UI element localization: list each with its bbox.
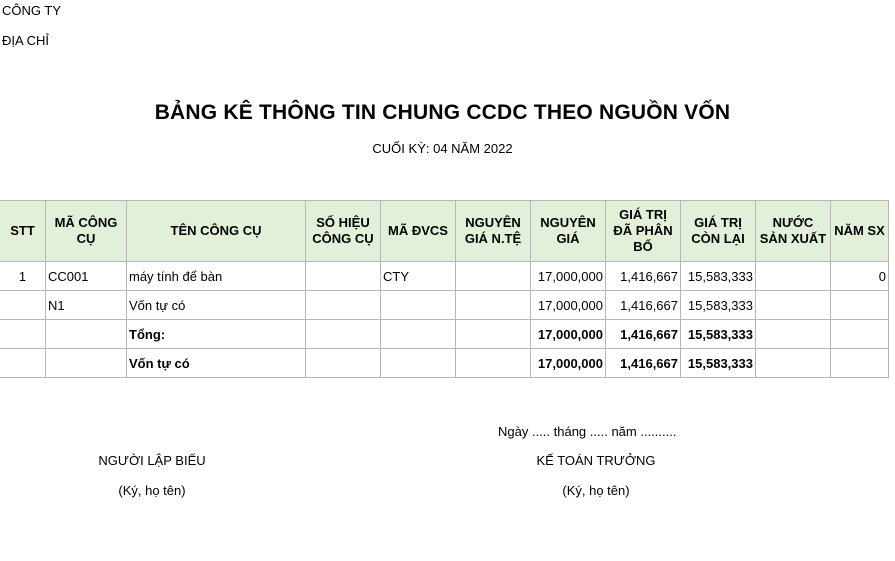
cell-fc-cost <box>456 262 531 291</box>
report-period: CUỐI KỲ: 04 NĂM 2022 <box>372 141 513 156</box>
cell-allocated: 1,416,667 <box>606 320 681 349</box>
col-header-fc-cost: NGUYÊN GIÁ N.TỆ <box>456 201 531 262</box>
cell-cost: 17,000,000 <box>531 291 606 320</box>
col-header-cost: NGUYÊN GIÁ <box>531 201 606 262</box>
col-header-serial: SỐ HIỆU CÔNG CỤ <box>306 201 381 262</box>
cell-allocated: 1,416,667 <box>606 262 681 291</box>
cell-stt <box>0 320 46 349</box>
cell-serial <box>306 262 381 291</box>
cell-name: Vốn tự có <box>127 349 306 378</box>
cell-year <box>831 291 889 320</box>
report-title: BẢNG KÊ THÔNG TIN CHUNG CCDC THEO NGUỒN VỐN <box>154 101 731 124</box>
cell-name: Tổng: <box>127 320 306 349</box>
col-header-remaining: GIÁ TRỊ CÒN LẠI <box>681 201 756 262</box>
col-header-stt: STT <box>0 201 46 262</box>
cell-cost: 17,000,000 <box>531 320 606 349</box>
accountant-label: KẾ TOÁN TRƯỞNG <box>536 453 656 468</box>
col-header-year: NĂM SX <box>831 201 889 262</box>
cell-name: Vốn tự có <box>127 291 306 320</box>
cell-allocated: 1,416,667 <box>606 291 681 320</box>
col-header-name: TÊN CÔNG CỤ <box>127 201 306 262</box>
col-header-unit: MÃ ĐVCS <box>381 201 456 262</box>
preparer-label: NGƯỜI LẬP BIỂU <box>98 453 206 468</box>
cell-cost: 17,000,000 <box>531 262 606 291</box>
cell-remaining: 15,583,333 <box>681 262 756 291</box>
cell-code <box>46 349 127 378</box>
cell-country <box>756 262 831 291</box>
table-row <box>0 291 889 320</box>
cell-remaining: 15,583,333 <box>681 320 756 349</box>
cell-year: 0 <box>831 262 889 291</box>
cell-cost: 17,000,000 <box>531 349 606 378</box>
cell-serial <box>306 291 381 320</box>
table-header-row <box>0 201 889 262</box>
col-header-allocated: GIÁ TRỊ ĐÃ PHÂN BỔ <box>606 201 681 262</box>
table-subtotal-row <box>0 349 889 378</box>
cell-remaining: 15,583,333 <box>681 291 756 320</box>
date-line: Ngày ..... tháng ..... năm .......... <box>498 424 677 439</box>
preparer-sign-hint: (Ký, họ tên) <box>118 483 186 498</box>
cell-fc-cost <box>456 291 531 320</box>
cell-fc-cost <box>456 320 531 349</box>
cell-unit <box>381 291 456 320</box>
cell-unit <box>381 349 456 378</box>
cell-stt <box>0 349 46 378</box>
col-header-country: NƯỚC SẢN XUẤT <box>756 201 831 262</box>
cell-code <box>46 320 127 349</box>
cell-unit <box>381 320 456 349</box>
cell-serial <box>306 349 381 378</box>
table-total-row <box>0 320 889 349</box>
cell-fc-cost <box>456 349 531 378</box>
cell-country <box>756 320 831 349</box>
cell-code: N1 <box>46 291 127 320</box>
cell-stt <box>0 291 46 320</box>
cell-code: CC001 <box>46 262 127 291</box>
cell-stt: 1 <box>0 262 46 291</box>
cell-serial <box>306 320 381 349</box>
cell-country <box>756 349 831 378</box>
cell-country <box>756 291 831 320</box>
cell-year <box>831 320 889 349</box>
table-row <box>0 262 889 291</box>
col-header-code: MÃ CÔNG CỤ <box>46 201 127 262</box>
company-name: CÔNG TY <box>2 3 61 18</box>
cell-name: máy tính để bàn <box>127 262 306 291</box>
ccdc-table <box>0 200 889 378</box>
cell-unit: CTY <box>381 262 456 291</box>
cell-allocated: 1,416,667 <box>606 349 681 378</box>
cell-remaining: 15,583,333 <box>681 349 756 378</box>
company-address: ĐỊA CHỈ <box>2 33 49 48</box>
cell-year <box>831 349 889 378</box>
accountant-sign-hint: (Ký, họ tên) <box>562 483 630 498</box>
